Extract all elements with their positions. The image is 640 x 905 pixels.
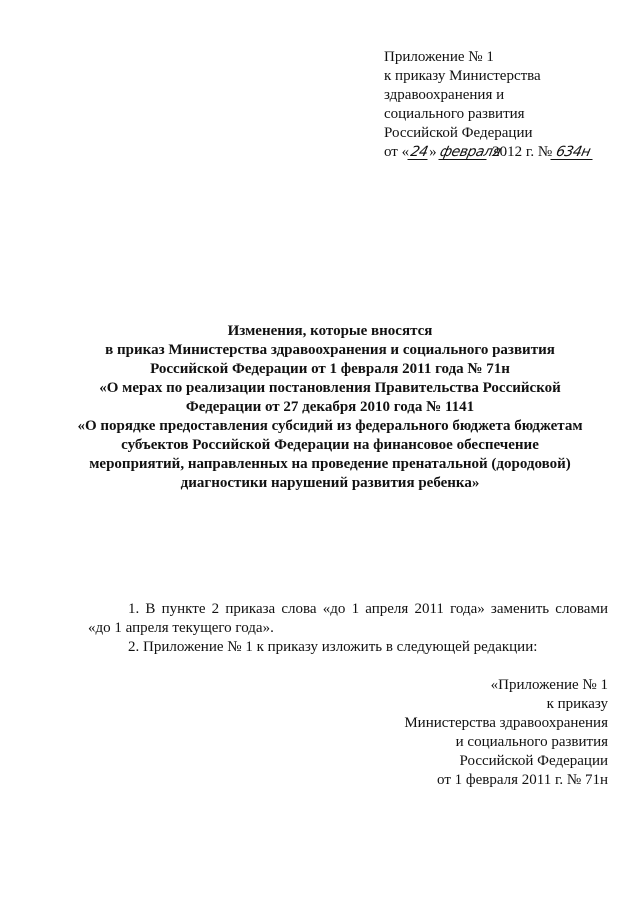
title-line: Изменения, которые вносятся <box>227 323 433 339</box>
appendix-header-line: Российской Федерации <box>384 125 533 141</box>
appendix-header-line: здравоохранения и <box>384 87 505 103</box>
appendix-header-line: Приложение № 1 <box>384 49 494 65</box>
appendix-header-line: к приказу Министерства <box>384 68 541 84</box>
quoted-appendix-line: Министерства здравоохранения <box>404 715 608 731</box>
paragraph-1-line-1: 1. В пункте 2 приказа слова «до 1 апреля 2011 года» заменить словами <box>128 601 608 617</box>
title-line: диагностики нарушений развития ребенка» <box>180 475 480 491</box>
title-line: Федерации от 27 декабря 2010 года № 1141 <box>185 399 475 415</box>
paragraph-2: 2. Приложение № 1 к приказу изложить в следующей редакции: <box>128 639 538 655</box>
quoted-appendix-block <box>308 676 608 790</box>
title-line: Российской Федерации от 1 февраля 2011 года № 71н <box>150 361 510 377</box>
handwritten-order-number: 634н <box>551 145 596 160</box>
quoted-appendix-line: от 1 февраля 2011 г. № 71н <box>437 772 608 788</box>
document-body <box>88 600 608 657</box>
title-line: мероприятий, направленных на проведение пренатальной (дородовой) <box>89 456 571 472</box>
title-line: «О мерах по реализации постановления Правительства Российской <box>99 380 561 396</box>
appendix-header-block <box>384 48 624 162</box>
appendix-header-line: социального развития <box>384 106 525 122</box>
date-year: 2012 г. № <box>492 144 553 160</box>
date-close-quote: » <box>429 144 437 160</box>
paragraph-1-line-2: «до 1 апреля текущего года». <box>88 620 274 636</box>
date-prefix: от « <box>384 144 410 160</box>
title-line: субъектов Российской Федерации на финансовое обеспечение <box>121 437 539 453</box>
order-date-line <box>384 143 624 162</box>
handwritten-day: 24 <box>409 144 430 160</box>
title-line: в приказ Министерства здравоохранения и социального развития <box>105 342 555 358</box>
quoted-appendix-line: Российской Федерации <box>459 753 608 769</box>
document-title <box>40 322 620 493</box>
paragraph-1 <box>88 600 608 638</box>
title-line: «О порядке предоставления субсидий из федерального бюджета бюджетам <box>77 418 583 434</box>
quoted-appendix-line: «Приложение № 1 <box>490 677 608 693</box>
quoted-appendix-line: к приказу <box>546 696 608 712</box>
handwritten-month: февраля <box>438 144 503 160</box>
quoted-appendix-line: и социального развития <box>455 734 608 750</box>
